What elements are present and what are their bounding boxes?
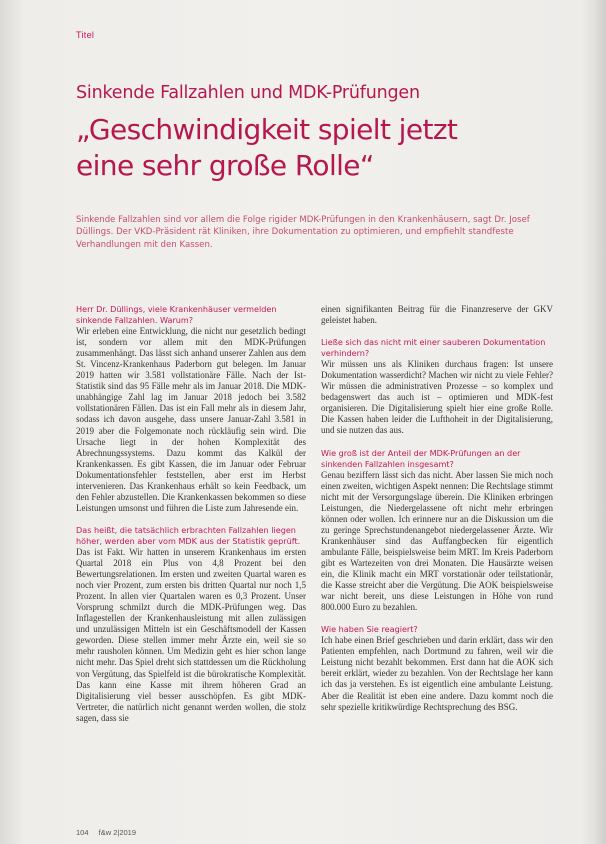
interview-answer: Genau beziffern lässt sich das nicht. Aber lassen Sie mich noch einen zweiten, wichtigen Aspekt nennen: Die Rechtslage stimmt nicht mit der Versorgungslage überein. Die Kliniken erbringen Leistungen, die Niedergelassene oft nicht mehr erbringen können oder wollen. Ich erinnere nur an die Diskussion um die zu geringe Sprechstundenangebot niedergelassener Ärzte. Wir Krankenhäuser sind das Auffangbecken für eigentlich ambulante Fälle, beispielsweise beim MRT. Im Kreis Paderborn gibt es Wartezeiten von drei Monaten. Die Hausärzte weisen ein, die Klinik macht ein MRT vorstationär oder teilstationär, die Kasse streicht aber die Vergütung. Die AOK beispielsweise war nicht bereit, uns diese Leistungen in Höhe von rund 800.000 Euro zu bezahlen. [321, 469, 553, 613]
interview-answer: einen signifikanten Beitrag für die Finanzreserve der GKV geleistet haben. [321, 304, 553, 326]
interview-answer: Ich habe einen Brief geschrieben und darin erklärt, dass wir den Patienten empfehlen, nach Dortmund zu fahren, weil wir die Leistung nicht bezahlt bekommen. Erst dann hat die AOK sich bereit erklärt, wieder zu bezahlen. Von der Rechtslage her kann ich das ja verstehen. Es ist eigentlich eine ambulante Leistung. Aber die Realität ist eben eine andere. Dazu kommt noch die sehr spezielle kritikwürdige Rechtsprechung des BSG. [321, 635, 553, 712]
article-kicker: Sinkende Fallzahlen und MDK-Prüfungen [76, 83, 420, 103]
interview-question: Wie groß ist der Anteil der MDK-Prüfungen an der sinkenden Fallzahlen insgesamt? [321, 447, 521, 469]
interview-question: Ließe sich das nicht mit einer sauberen Dokumentation verhindern? [321, 337, 546, 359]
interview-answer: Wir erleben eine Entwicklung, die nicht nur gesetzlich bedingt ist, sondern vor allem mit den MDK-Prüfungen zusammenhängt. Das lässt sich anhand unserer Zahlen aus dem St. Vincenz-Krankenhaus Paderborn gut belegen. Im Januar 2019 hatten wir 3.581 vollstationäre Fälle. Nach der Ist-Statistik sind das 95 Fälle mehr als im Januar 2018. Die MDK-unabhängige Zahl lag im Januar 2018 jedoch bei 3.582 vollstationären Fällen. Das ist ein Fall mehr als in diesem Jahr, sodass ich davon ausgehe, dass unsere Januar-Zahl 3.581 in 2019 aber die Folgemonate noch rückläufig sein wird. Die Ursache liegt in der hohen Komplexität des Abrechnungssystems. Dazu kommt das Kalkül der Krankenkassen. Es gibt Kassen, die im Januar oder Februar Dokumentationsfehler feststellen, aber erst im Herbst intervenieren. Das Krankenhaus erhält so kein Feedback, um den Fehler abzustellen. Die Krankenkassen bekommen so diese Leistungen umsonst und führen die Liste zum Jahresende ein. [76, 326, 306, 513]
interview-answer: Wir müssen uns als Kliniken durchaus fragen: Ist unsere Dokumentation wasserdicht? Machen wir nicht zu viele Fehler? Wir müssen die administrativen Prozesse – so komplex und bedagenswert das auch ist – optimieren und MDK-fest organisieren. Die Digitalisierung spielt hier eine große Rolle. Die Kassen haben leider die Lufthoheit in der Digitalisierung, und sie nutzen das aus. [321, 359, 553, 436]
section-rubric: Titel [76, 30, 95, 40]
text-column-right [321, 304, 553, 713]
headline-line-1: „Geschwindigkeit spielt jetzt [76, 113, 458, 146]
page-edge [592, 0, 606, 844]
interview-question: Wie haben Sie reagiert? [321, 624, 418, 635]
interview-question: Herr Dr. Düllings, viele Krankenhäuser vermelden sinkende Fallzahlen. Warum? [76, 304, 277, 326]
page-footer [76, 828, 144, 837]
text-column-left [76, 304, 306, 724]
headline-line-2: eine sehr große Rolle“ [76, 149, 374, 182]
interview-answer: Das ist Fakt. Wir hatten in unserem Krankenhaus im ersten Quartal 2018 ein Plus von 4,8 Prozent bei den Bewertungsrelationen. Im ersten und zweiten Quartal waren es noch vier Prozent, zum ersten bis dritten Quartal nur noch 1,5 Prozent. In allen vier Quartalen waren es 0,3 Prozent. Unser Vorsprung schmilzt durch die MDK-Prüfungen weg. Das Inflagestellen der Krankenhausleistung mit allen zulässigen und unzulässigen Mitteln ist ein Geschäftsmodell der Kassen geworden. Diese stellen immer mehr Ärzte ein, weil sie so mehr rausholen können. Um Medizin geht es hier schon lange nicht mehr. Das Spiel dreht sich stattdessen um die Rückholung von Vergütung, das Spielfeld ist die bürokratische Komplexität. Das kann eine Kasse mit ihrem höheren Grad an Digitalisierung viel besser ausschöpfen. Es gibt MDK-Vertreter, die natürlich nicht genannt werden wollen, die stolz sagen, dass sie [76, 546, 306, 723]
issue-label: f&w 2|2019 [98, 828, 136, 837]
page-number: 104 [76, 828, 89, 837]
article-lead: Sinkende Fallzahlen sind vor allem die Folge rigider MDK-Prüfungen in den Krankenhäusern, sagt Dr. Josef Düllings. Der VKD-Präsident rät Kliniken, ihre Dokumentation zu optimieren, und empfiehlt standfeste Verhandlungen mit den Kassen. [76, 215, 530, 250]
article-headline [76, 112, 546, 184]
interview-question: Das heißt, die tatsächlich erbrachten Fallzahlen liegen höher, werden aber vom MDK aus der Statistik geprüft. [76, 524, 301, 546]
